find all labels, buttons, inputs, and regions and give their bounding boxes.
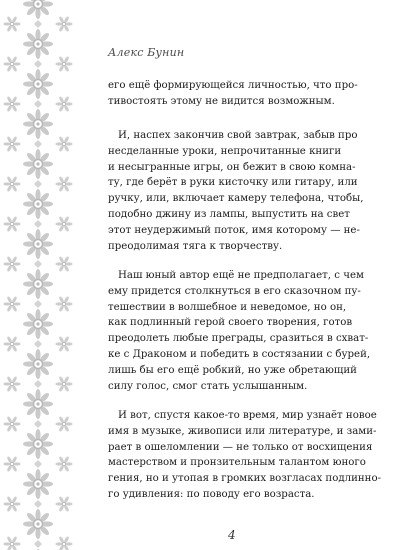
text-line: имя в музыке, живописи или литературе, и зами- bbox=[108, 425, 377, 437]
lace-motif bbox=[3, 309, 72, 352]
text-line: преодолимая тяга к творчеству. bbox=[108, 240, 283, 252]
text-line: преодолеть любые преграды, сразиться в схват- bbox=[108, 333, 369, 345]
text-line: рает в ошеломлении — не только от восхищения bbox=[108, 441, 373, 453]
text-line: силу голос, смог стать услышанным. bbox=[108, 380, 308, 392]
lace-motif bbox=[3, 509, 72, 550]
text-line: Наш юный автор ещё не предполагает, с чем bbox=[118, 270, 364, 281]
text-line: этот неудержимый поток, имя которому — не- bbox=[108, 224, 360, 236]
lace-motif bbox=[3, 349, 72, 392]
text-line: ручку, или, включает камеру телефона, чтобы, bbox=[108, 193, 364, 205]
lace-motif bbox=[3, 229, 72, 272]
lace-motif bbox=[3, 269, 72, 312]
lace-motif bbox=[3, 69, 72, 112]
paragraph bbox=[108, 408, 400, 503]
text-line: несделанные уроки, непрочитанные книги bbox=[108, 145, 342, 157]
lace-motif bbox=[3, 109, 72, 152]
text-line: подобно джину из лампы, выпустить на свет bbox=[108, 208, 350, 220]
text-line: как подлинный герой своего творения, готов bbox=[108, 317, 353, 329]
lace-motif bbox=[3, 429, 72, 472]
text-line: и несыгранные игры, он бежит в свою комна- bbox=[108, 161, 356, 173]
paragraph bbox=[108, 78, 400, 110]
lace-motif bbox=[3, 469, 72, 512]
page-number: 4 bbox=[228, 528, 236, 542]
paragraph bbox=[108, 128, 400, 254]
text-line: его ещё формирующейся личностью, что про- bbox=[108, 80, 358, 91]
text-line: И, наспех закончив свой завтрак, забыв про bbox=[118, 130, 358, 141]
lace-motif bbox=[3, 389, 72, 432]
lace-motif bbox=[3, 189, 72, 232]
lace-border-ornament bbox=[0, 0, 80, 550]
text-line: ке с Драконом и победить в состязании с бурей, bbox=[108, 348, 371, 360]
text-line: ту, где берёт в руки кисточку или гитару, или bbox=[108, 177, 358, 189]
text-line: го удивления: по поводу его возраста. bbox=[108, 488, 315, 500]
running-header-author: Алекс Бунин bbox=[108, 46, 185, 59]
text-line: гения, но и утопая в громких возгласах подлинно- bbox=[108, 473, 382, 485]
lace-motif bbox=[3, 0, 72, 32]
text-line: лишь бы его ещё робкий, но уже обретающий bbox=[108, 364, 357, 376]
lace-motif bbox=[3, 149, 72, 192]
text-line: тивостоять этому не видится возможным. bbox=[108, 95, 335, 107]
text-line: ему придется столкнуться в его сказочном пу- bbox=[108, 285, 361, 297]
text-line: тешествии в волшебное и неведомое, но он, bbox=[108, 301, 347, 313]
paragraph bbox=[108, 268, 400, 394]
text-line: мастерством и пронзительным талантом юного bbox=[108, 457, 366, 469]
text-line: И вот, спустя какое-то время, мир узнаёт новое bbox=[118, 410, 377, 421]
lace-motif bbox=[3, 29, 72, 72]
